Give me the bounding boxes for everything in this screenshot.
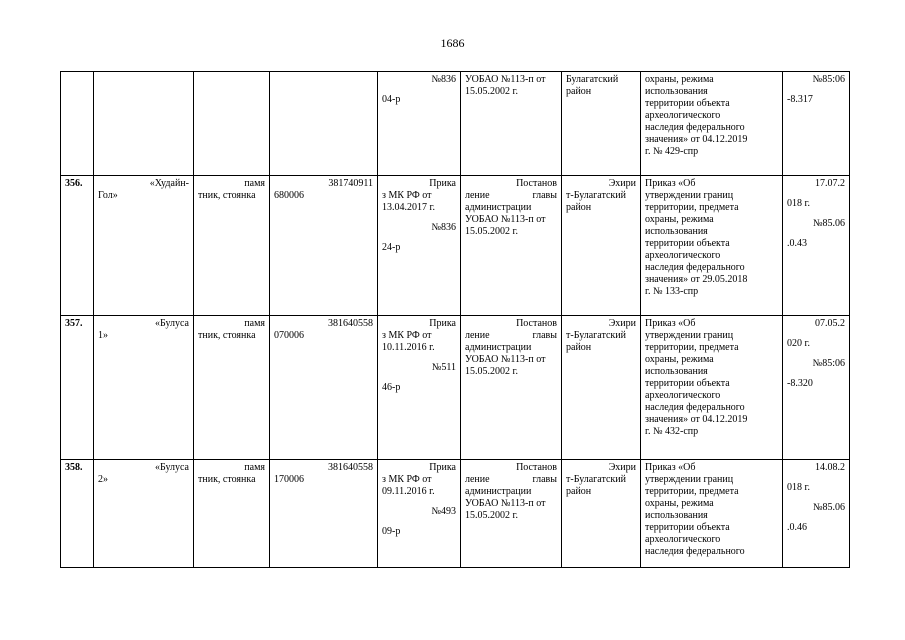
order-text-cont: з МК РФ от 10.11.2016 г. bbox=[382, 330, 435, 353]
cell-name bbox=[94, 316, 194, 460]
cell-resolution bbox=[461, 460, 562, 568]
reg-number: №85:06 bbox=[812, 74, 845, 85]
reg-number: №85:06 bbox=[812, 358, 845, 369]
boundary-line: утверждении границ bbox=[645, 474, 734, 485]
page-number: 1686 bbox=[440, 36, 465, 50]
boundary-line: использования bbox=[645, 510, 708, 521]
boundary-line: наследия федерального bbox=[645, 546, 745, 557]
resolution-text: Постанов bbox=[516, 318, 557, 329]
cell-type bbox=[194, 316, 270, 460]
cell-registration bbox=[783, 460, 850, 568]
boundary-line: охраны, режима bbox=[645, 354, 714, 365]
cell-registration bbox=[783, 316, 850, 460]
boundary-line: территории объекта bbox=[645, 98, 730, 109]
boundary-line: археологического bbox=[645, 534, 721, 545]
cell-registration bbox=[783, 72, 850, 176]
cell-code bbox=[270, 460, 378, 568]
boundary-line: значения» от 04.12.2019 bbox=[645, 414, 748, 425]
resolution-text-cont: ление главы администрации bbox=[465, 190, 557, 213]
cell-name bbox=[94, 176, 194, 316]
order-text-cont: з МК РФ от 13.04.2017 г. bbox=[382, 190, 435, 213]
cell-type bbox=[194, 460, 270, 568]
cell-boundary-order bbox=[641, 176, 783, 316]
resolution-text: Постанов bbox=[516, 462, 557, 473]
object-type: памя bbox=[244, 462, 265, 473]
object-type-cont: тник, стоянка bbox=[198, 474, 256, 485]
cell-order bbox=[378, 176, 461, 316]
table-row bbox=[61, 460, 850, 568]
boundary-line: г. № 432-спр bbox=[645, 426, 699, 437]
boundary-line: охраны, режима bbox=[645, 74, 714, 85]
registry-code: 381740911 bbox=[328, 178, 373, 189]
boundary-line: наследия федерального bbox=[645, 402, 745, 413]
reg-number-suffix: .0.43 bbox=[787, 238, 807, 249]
resolution-ref: УОБАО №113-п от 15.05.2002 г. bbox=[465, 354, 546, 377]
cell-boundary-order bbox=[641, 316, 783, 460]
resolution-ref: УОБАО №113-п от 15.05.2002 г. bbox=[465, 214, 546, 237]
district-text-cont: т-Булагатский район bbox=[566, 190, 626, 213]
boundary-line: наследия федерального bbox=[645, 122, 745, 133]
boundary-line: наследия федерального bbox=[645, 262, 745, 273]
reg-date-cont: 018 г. bbox=[787, 482, 810, 493]
district-text: Булагатский район bbox=[566, 74, 619, 97]
order-number-suffix: 09-р bbox=[382, 526, 401, 537]
cell-num: 356. bbox=[61, 176, 94, 316]
boundary-line: территории объекта bbox=[645, 378, 730, 389]
order-text-cont: з МК РФ от 09.11.2016 г. bbox=[382, 474, 435, 497]
boundary-line: территории, предмета bbox=[645, 486, 739, 497]
order-text: Прика bbox=[429, 178, 456, 189]
object-type-cont: тник, стоянка bbox=[198, 330, 256, 341]
reg-date: 14.08.2 bbox=[815, 462, 845, 473]
boundary-line: Приказ «Об bbox=[645, 462, 696, 473]
object-name-cont: 2» bbox=[98, 474, 108, 485]
order-number: №493 bbox=[431, 506, 456, 517]
cell-boundary-order bbox=[641, 460, 783, 568]
reg-number: №85.06 bbox=[812, 502, 845, 513]
table-row bbox=[61, 176, 850, 316]
cell-district bbox=[562, 460, 641, 568]
registry-code: 381640558 bbox=[328, 318, 373, 329]
boundary-line: территории, предмета bbox=[645, 202, 739, 213]
cell-type bbox=[194, 72, 270, 176]
order-number: №511 bbox=[431, 362, 456, 373]
district-text-cont: т-Булагатский район bbox=[566, 330, 626, 353]
district-text: Эхири bbox=[608, 178, 636, 189]
boundary-line: территории объекта bbox=[645, 238, 730, 249]
boundary-line: использования bbox=[645, 226, 708, 237]
object-type: памя bbox=[244, 178, 265, 189]
reg-date: 07.05.2 bbox=[815, 318, 845, 329]
order-text: Прика bbox=[429, 462, 456, 473]
reg-number-suffix: -8.317 bbox=[787, 94, 813, 105]
object-name: «Булуса bbox=[154, 318, 189, 329]
boundary-line: г. № 133-спр bbox=[645, 286, 699, 297]
boundary-line: охраны, режима bbox=[645, 498, 714, 509]
boundary-line: территории, предмета bbox=[645, 342, 739, 353]
cell-num: 357. bbox=[61, 316, 94, 460]
table-row-continuation bbox=[61, 72, 850, 176]
cell-district bbox=[562, 176, 641, 316]
boundary-line: территории объекта bbox=[645, 522, 730, 533]
boundary-line: значения» от 04.12.2019 bbox=[645, 134, 748, 145]
cell-code bbox=[270, 316, 378, 460]
registry-code: 381640558 bbox=[328, 462, 373, 473]
district-text-cont: т-Булагатский район bbox=[566, 474, 626, 497]
cell-resolution bbox=[461, 316, 562, 460]
district-text: Эхири bbox=[608, 462, 636, 473]
boundary-line: значения» от 29.05.2018 bbox=[645, 274, 748, 285]
boundary-line: археологического bbox=[645, 390, 721, 401]
order-number: №836 bbox=[431, 74, 456, 85]
object-name-cont: Гол» bbox=[98, 190, 118, 201]
boundary-line: утверждении границ bbox=[645, 330, 734, 341]
cell-district bbox=[562, 72, 641, 176]
cell-code bbox=[270, 72, 378, 176]
boundary-line: охраны, режима bbox=[645, 214, 714, 225]
cell-order bbox=[378, 460, 461, 568]
cell-name bbox=[94, 72, 194, 176]
registry-code-cont: 070006 bbox=[274, 330, 304, 341]
cell-resolution bbox=[461, 176, 562, 316]
boundary-line: использования bbox=[645, 86, 708, 97]
district-text: Эхири bbox=[608, 318, 636, 329]
cell-order bbox=[378, 316, 461, 460]
registry-code-cont: 170006 bbox=[274, 474, 304, 485]
reg-number-suffix: -8.320 bbox=[787, 378, 813, 389]
reg-date: 17.07.2 bbox=[815, 178, 845, 189]
boundary-line: Приказ «Об bbox=[645, 318, 696, 329]
cell-code bbox=[270, 176, 378, 316]
order-number-suffix: 46-р bbox=[382, 382, 401, 393]
cell-type bbox=[194, 176, 270, 316]
boundary-line: археологического bbox=[645, 250, 721, 261]
cell-num bbox=[61, 72, 94, 176]
object-type: памя bbox=[244, 318, 265, 329]
boundary-line: использования bbox=[645, 366, 708, 377]
cell-name bbox=[94, 460, 194, 568]
boundary-line: утверждении границ bbox=[645, 190, 734, 201]
cell-registration bbox=[783, 176, 850, 316]
resolution-text: Постанов bbox=[516, 178, 557, 189]
resolution-text-cont: ление главы администрации bbox=[465, 474, 557, 497]
reg-number: №85.06 bbox=[812, 218, 845, 229]
reg-date-cont: 018 г. bbox=[787, 198, 810, 209]
object-name: «Булуса bbox=[154, 462, 189, 473]
reg-date-cont: 020 г. bbox=[787, 338, 810, 349]
cell-num: 358. bbox=[61, 460, 94, 568]
resolution-text: УОБАО №113-п от 15.05.2002 г. bbox=[465, 74, 546, 97]
resolution-text-cont: ление главы администрации bbox=[465, 330, 557, 353]
object-name: «Худайн- bbox=[149, 178, 189, 189]
boundary-line: г. № 429-спр bbox=[645, 146, 699, 157]
cell-boundary-order bbox=[641, 72, 783, 176]
resolution-ref: УОБАО №113-п от 15.05.2002 г. bbox=[465, 498, 546, 521]
order-text: Прика bbox=[429, 318, 456, 329]
cell-order bbox=[378, 72, 461, 176]
cell-resolution bbox=[461, 72, 562, 176]
order-number: №836 bbox=[431, 222, 456, 233]
reg-number-suffix: .0.46 bbox=[787, 522, 807, 533]
object-name-cont: 1» bbox=[98, 330, 108, 341]
registry-code-cont: 680006 bbox=[274, 190, 304, 201]
heritage-registry-table bbox=[60, 71, 850, 568]
object-type-cont: тник, стоянка bbox=[198, 190, 256, 201]
boundary-line: Приказ «Об bbox=[645, 178, 696, 189]
order-number-suffix: 24-р bbox=[382, 242, 401, 253]
cell-district bbox=[562, 316, 641, 460]
order-number-suffix: 04-р bbox=[382, 94, 401, 105]
boundary-line: археологического bbox=[645, 110, 721, 121]
table-row bbox=[61, 316, 850, 460]
